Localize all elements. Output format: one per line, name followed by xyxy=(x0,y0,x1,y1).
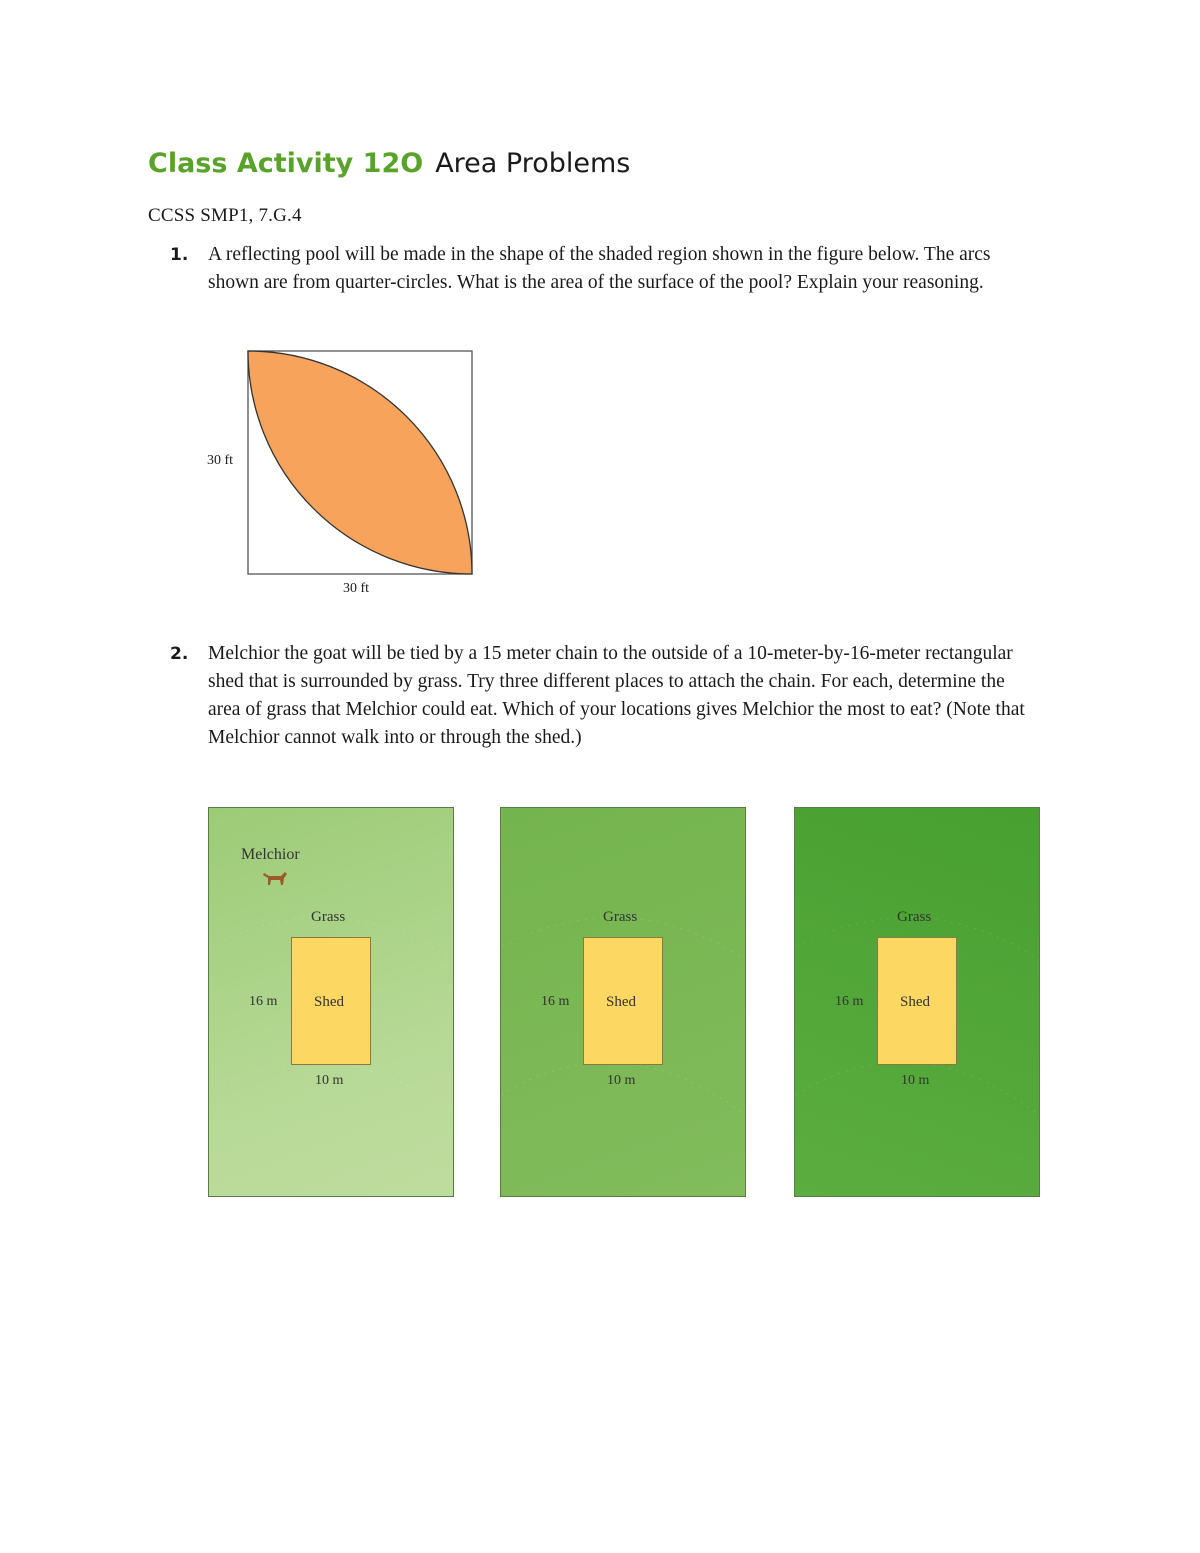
pool-figure xyxy=(200,345,490,605)
activity-label: Class Activity 12O xyxy=(148,148,424,179)
melchior-label: Melchior xyxy=(241,846,300,863)
shed-label: Shed xyxy=(314,994,344,1010)
problem-number: 1. xyxy=(170,245,189,265)
grass-label: Grass xyxy=(603,909,638,925)
activity-title: Area Problems xyxy=(435,148,631,179)
shed-width-label: 10 m xyxy=(607,1073,636,1088)
shed-label: Shed xyxy=(900,994,930,1010)
pool-side-label: 30 ft xyxy=(207,453,234,468)
shed-label: Shed xyxy=(606,994,636,1010)
grass-label: Grass xyxy=(897,909,932,925)
shed-width-label: 10 m xyxy=(901,1073,930,1088)
yard-diagram-3 xyxy=(794,807,1040,1197)
pool-bottom-label: 30 ft xyxy=(343,581,370,596)
pool-diagram xyxy=(200,345,490,585)
problem-text: Melchior the goat will be tied by a 15 meter chain to the outside of a 10-meter-by-16-meter rectangular shed that is surrounded by grass. Try three different places to attach the chain. For each, determine the area of grass that Melchior could eat. Which of your locations gives Melchior the most to eat? (Note that Melchior cannot walk into or through the shed.) xyxy=(208,643,1025,748)
standards-line: CCSS SMP1, 7.G.4 xyxy=(148,205,302,226)
shed-height-label: 16 m xyxy=(835,994,864,1009)
page-title xyxy=(148,148,630,179)
problem-text: A reflecting pool will be made in the shape of the shaded region shown in the figure below. The arcs shown are from quarter-circles. What is the area of the surface of the pool? Explain your reasoning. xyxy=(208,244,991,293)
yard-diagram-2 xyxy=(500,807,746,1197)
yard-diagram-1 xyxy=(208,807,454,1197)
grass-label: Grass xyxy=(311,909,346,925)
shed-height-label: 16 m xyxy=(541,994,570,1009)
goat-icon xyxy=(261,868,289,886)
shed-width-label: 10 m xyxy=(315,1073,344,1088)
problem-number: 2. xyxy=(170,644,189,664)
shed-height-label: 16 m xyxy=(249,994,278,1009)
